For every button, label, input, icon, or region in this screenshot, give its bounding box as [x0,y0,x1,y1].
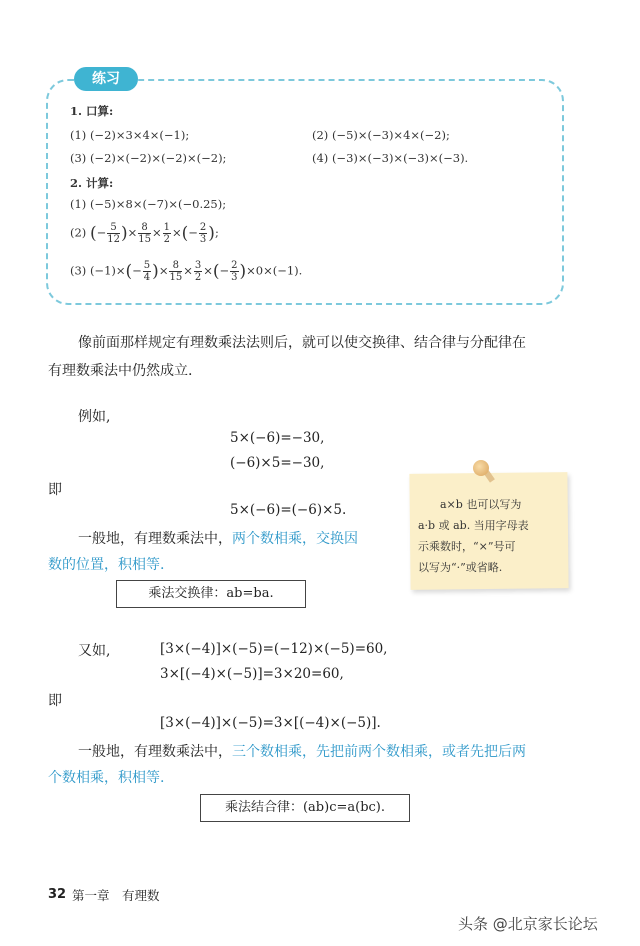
example2-lead: 又如, [78,643,111,659]
example2-eq2: 3×[(−4)×(−5)]=3×20=60, [160,666,344,682]
fraction: $\frac{2}{3}$ [199,222,207,245]
exercise-q1-heading: 1. 口算: [70,104,114,118]
chapter-title: 第一章 有理数 [72,888,160,903]
exercise-q1-item-2: (2) (−5)×(−3)×4×(−2); [312,128,450,142]
example1-rule-line2: 数的位置，积相等. [48,557,165,573]
exercise-q2-item-1: (1) (−5)×8×(−7)×(−0.25); [70,197,227,211]
example1-lead: 例如, [78,409,111,425]
associative-law-box: 乘法结合律：(ab)c=a(bc). [200,794,410,822]
example1-ji: 即 [48,482,62,498]
q2-2-prefix: (2) [70,225,87,240]
pushpin-icon [473,460,489,476]
example1-eq3: 5×(−6)=(−6)×5. [230,502,347,518]
rule-plain-text: 一般地，有理数乘法中， [78,744,232,760]
intro-line-1: 像前面那样规定有理数乘法法则后，就可以使交换律、结合律与分配律在 [78,335,526,351]
exercise-q2-item-2: (2) (− $\frac{5}{12}$ )× $\frac{8}{15}$ × $\frac{1}{2}$ ×(− $\frac{2}{3}$ ); [70,222,219,245]
rule-plain-text: 一般地，有理数乘法中， [78,531,232,547]
note-line-2: a·b 或 ab. 当用字母表 [418,519,529,532]
page-number: 32 [48,887,67,902]
commutative-law-box: 乘法交换律：ab=ba. [116,580,306,608]
example1-eq2: (−6)×5=−30, [230,455,325,471]
watermark: 头条 @北京家长论坛 [458,915,598,933]
fraction: $\frac{8}{15}$ [169,260,183,283]
fraction: $\frac{5}{4}$ [143,260,151,283]
exercise-q2-item-3: (3) (−1)×(− $\frac{5}{4}$ )× $\frac{8}{15}$ × $\frac{3}{2}$ ×(− $\frac{2}{3}$ )×0×(−1). [70,260,303,283]
fraction: $\frac{2}{3}$ [231,260,238,283]
fraction: $\frac{8}{15}$ [138,222,151,245]
exercise-q1-item-1: (1) (−2)×3×4×(−1); [70,128,190,142]
example2-eq1: [3×(−4)]×(−5)=(−12)×(−5)=60, [160,641,388,657]
q2-3-suffix: ×0×(−1). [246,263,303,278]
exercise-tag: 练习 [74,67,138,91]
fraction: $\frac{5}{12}$ [107,222,120,245]
exercise-q1-item-4: (4) (−3)×(−3)×(−3)×(−3). [312,151,469,165]
example1-eq1: 5×(−6)=−30, [230,430,325,446]
fraction: $\frac{3}{2}$ [194,260,202,283]
exercise-q1-item-3: (3) (−2)×(−2)×(−2)×(−2); [70,151,227,165]
rule-highlight-text: 两个数相乘，交换因 [232,531,358,547]
rule-highlight-text: 三个数相乘，先把前两个数相乘，或者先把后两 [232,744,526,760]
fraction: $\frac{1}{2}$ [163,222,170,245]
intro-line-2: 有理数乘法中仍然成立. [48,363,193,379]
example2-ji: 即 [48,693,62,709]
note-line-4: 以写为“·”或省略. [418,561,503,574]
exercise-q2-heading: 2. 计算: [70,176,114,190]
example1-rule-line1 [78,528,358,548]
example2-rule-line2: 个数相乘，积相等. [48,770,165,786]
example2-rule-line1 [78,741,526,761]
q2-3-prefix: (3) (−1)× [70,263,126,278]
note-line-3: 示乘数时，“×”号可 [418,540,516,553]
note-line-1: a×b 也可以写为 [440,498,522,511]
example2-eq3: [3×(−4)]×(−5)=3×[(−4)×(−5)]. [160,715,381,731]
